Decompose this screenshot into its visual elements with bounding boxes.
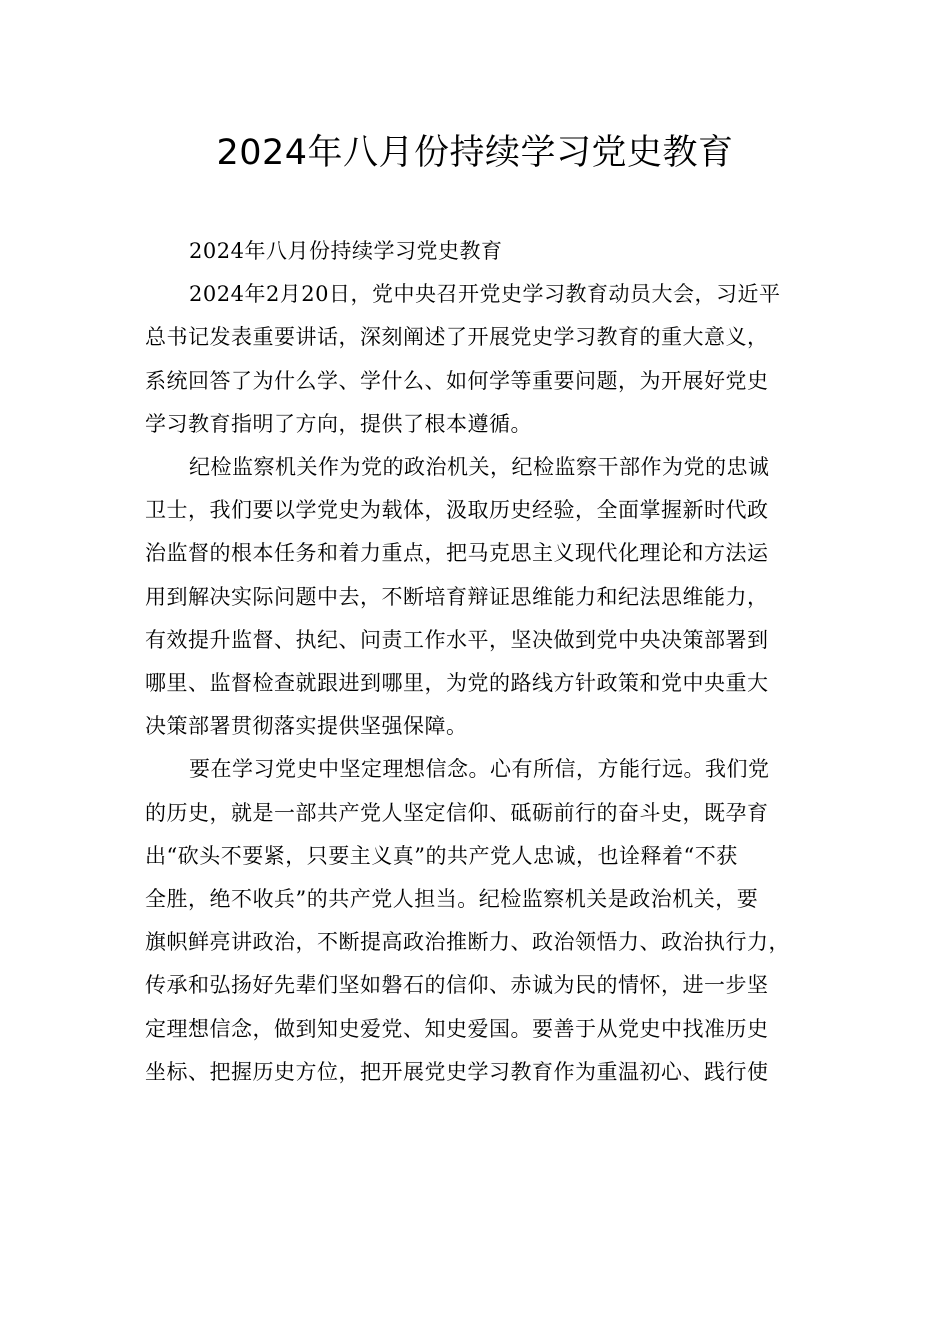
text-line: 传承和弘扬好先辈们坚如磐石的信仰、赤诚为民的情怀，进一步坚 [145,973,769,998]
text-line: 出“砍头不要紧，只要主义真”的共产党人忠诚，也诠释着“不获 [145,843,738,868]
paragraph-intro [145,230,815,273]
text-line: 的历史，就是一部共产党人坚定信仰、砥砺前行的奋斗史，既孕育 [145,800,769,825]
document-body [145,230,815,1094]
paragraph-3 [145,748,815,1094]
text-line: 用到解决实际问题中去，不断培育辩证思维能力和纪法思维能力， [145,584,769,609]
text-line: 要在学习党史中坚定理想信念。心有所信，方能行远。我们党 [189,757,770,782]
text-line: 卫士，我们要以学党史为载体，汲取历史经验，全面掌握新时代政 [145,498,769,523]
text-line: 治监督的根本任务和着力重点，把马克思主义现代化理论和方法运 [145,541,769,566]
paragraph-2 [145,446,815,748]
text-line: 2024年八月份持续学习党史教育 [189,239,503,263]
text-line: 旗帜鲜亮讲政治，不断提高政治推断力、政治领悟力、政治执行力， [145,930,790,955]
text-line: 学习教育指明了方向，提供了根本遵循。 [145,411,532,436]
text-line: 总书记发表重要讲话，深刻阐述了开展党史学习教育的重大意义， [145,325,769,350]
text-line: 纪检监察机关作为党的政治机关，纪检监察干部作为党的忠诚 [189,455,770,480]
text-line: 决策部署贯彻落实提供坚强保障。 [145,714,468,739]
text-line: 哪里、监督检查就跟进到哪里，为党的路线方针政策和党中央重大 [145,671,769,696]
text-line: 有效提升监督、执纪、问责工作水平，坚决做到党中央决策部署到 [145,627,769,652]
text-line: 2024年2月20日，党中央召开党史学习教育动员大会，习近平 [189,282,781,307]
text-line: 系统回答了为什么学、学什么、如何学等重要问题，为开展好党史 [145,368,769,393]
document-title: 2024年八月份持续学习党史教育 [216,133,734,173]
text-line: 坐标、把握历史方位，把开展党史学习教育作为重温初心、践行使 [145,1059,769,1084]
paragraph-1 [145,273,815,446]
text-line: 全胜，绝不收兵”的共产党人担当。纪检监察机关是政治机关，要 [145,887,759,912]
text-line: 定理想信念，做到知史爱党、知史爱国。要善于从党史中找准历史 [145,1016,769,1041]
